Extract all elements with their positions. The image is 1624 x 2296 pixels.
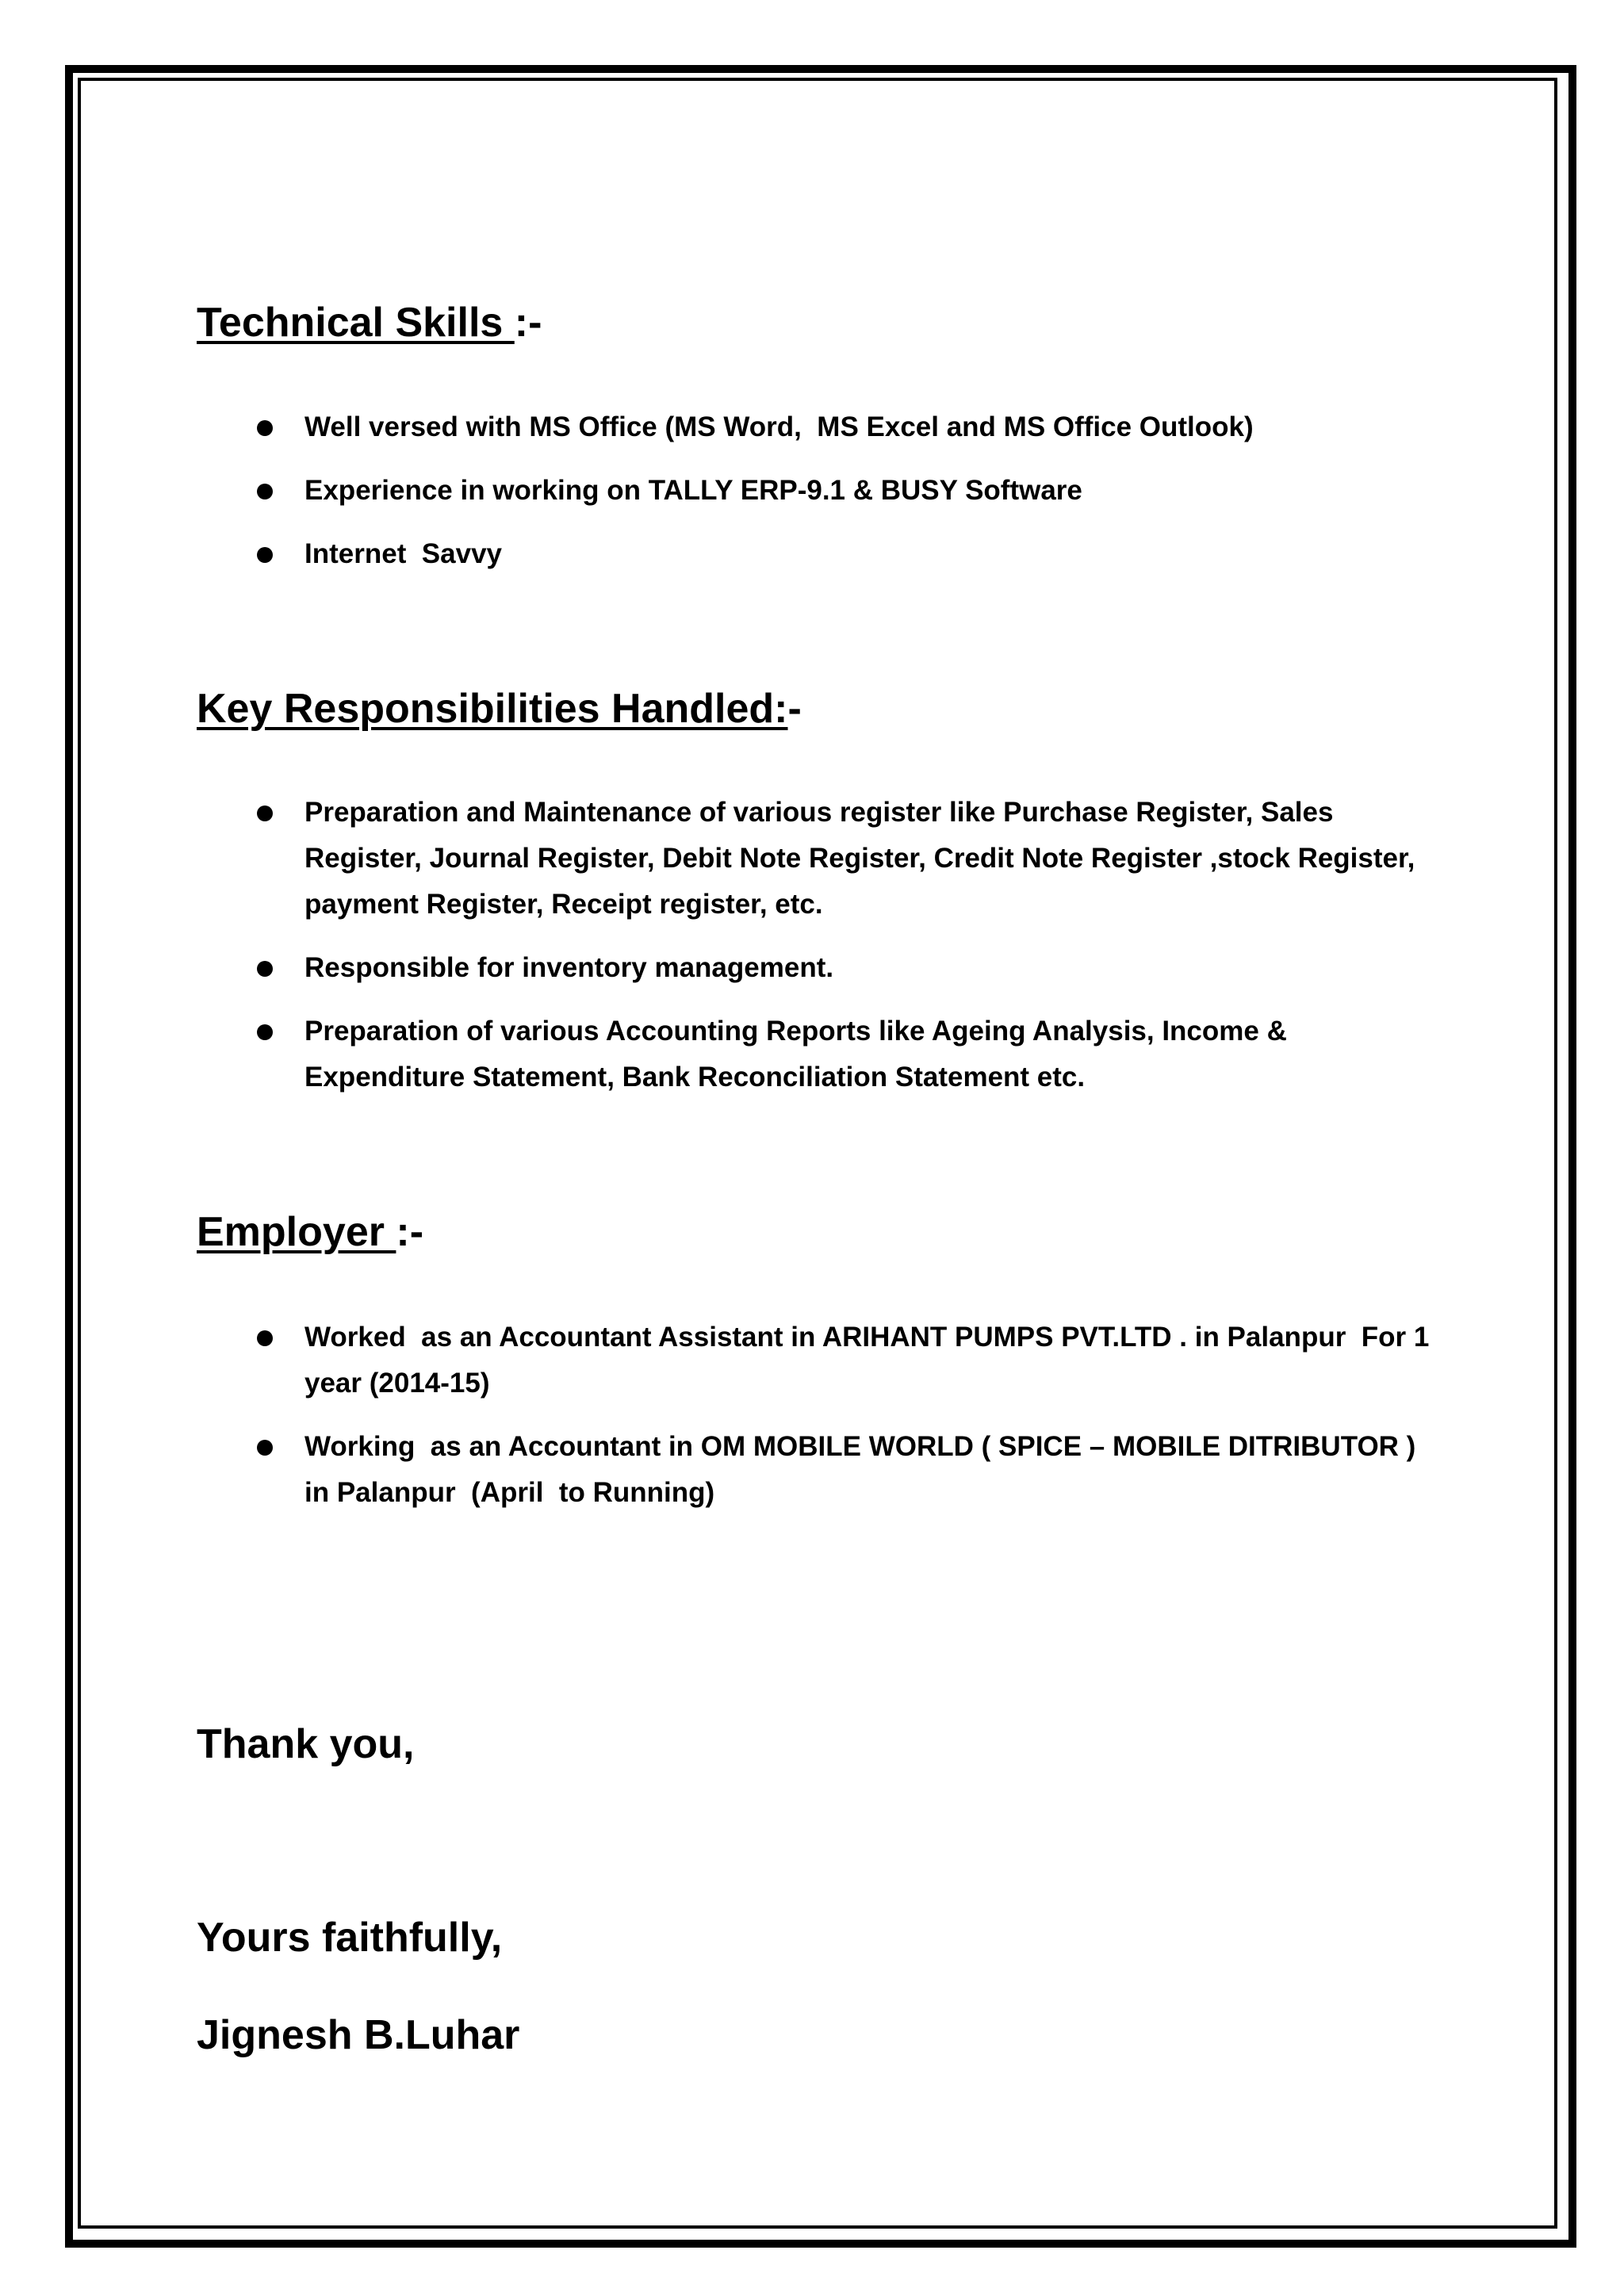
closing-thanks: Thank you,: [197, 1721, 415, 1767]
bullet-icon: [257, 1330, 273, 1346]
list-item-text: Responsible for inventory management.: [304, 952, 834, 983]
list-item: [197, 1424, 1434, 1516]
list-item-text: Well versed with MS Office (MS Word, MS Excel and MS Office Outlook): [304, 411, 1254, 442]
responsibilities-list: [197, 790, 1434, 1118]
technical-skills-list: [197, 404, 1434, 595]
list-item: [197, 945, 1434, 991]
list-item: [197, 468, 1434, 514]
bullet-icon: [257, 420, 273, 436]
list-item-text: Internet Savvy: [304, 538, 502, 569]
list-item: [197, 790, 1434, 928]
list-item-text: Worked as an Accountant Assistant in ARIHANT PUMPS PVT.LTD . in Palanpur For 1 year (2014-15): [304, 1322, 1438, 1399]
list-item: [197, 1314, 1438, 1406]
bullet-icon: [257, 547, 273, 563]
list-item-text: Preparation and Maintenance of various register like Purchase Register, Sales Register, Journal Register, Debit Note Register, Credit Note Register ,stock Register, payment Register, Receipt register, etc.: [304, 797, 1423, 920]
list-item-text: Preparation of various Accounting Reports like Ageing Analysis, Income & Expenditure Statement, Bank Reconciliation Statement etc.: [304, 1016, 1295, 1093]
technical-skills-heading: [197, 297, 542, 348]
list-item-text: Working as an Accountant in OM MOBILE WORLD ( SPICE – MOBILE DITRIBUTOR ) in Palanpur (April to Running): [304, 1431, 1424, 1508]
responsibilities-suffix: -: [787, 686, 802, 732]
closing-signoff: Yours faithfully,: [197, 1915, 503, 1961]
list-item-text: Experience in working on TALLY ERP-9.1 & BUSY Software: [304, 475, 1082, 506]
technical-skills-title: Technical Skills: [197, 300, 515, 346]
list-item: [197, 1008, 1434, 1100]
employer-list: [197, 1314, 1438, 1533]
page-border-inner: [78, 78, 1557, 2229]
signature-name: Jignesh B.Luhar: [197, 2012, 520, 2058]
list-item: [197, 404, 1434, 450]
technical-skills-suffix: :-: [514, 300, 542, 346]
employer-suffix: :-: [396, 1209, 424, 1255]
bullet-icon: [257, 1024, 273, 1040]
responsibilities-title: Key Responsibilities Handled:: [197, 686, 788, 732]
employer-heading: [197, 1207, 423, 1257]
bullet-icon: [257, 1440, 273, 1456]
bullet-icon: [257, 961, 273, 977]
employer-title: Employer: [197, 1209, 396, 1255]
bullet-icon: [257, 484, 273, 499]
bullet-icon: [257, 806, 273, 821]
list-item: [197, 531, 1434, 577]
responsibilities-heading: [197, 683, 802, 734]
